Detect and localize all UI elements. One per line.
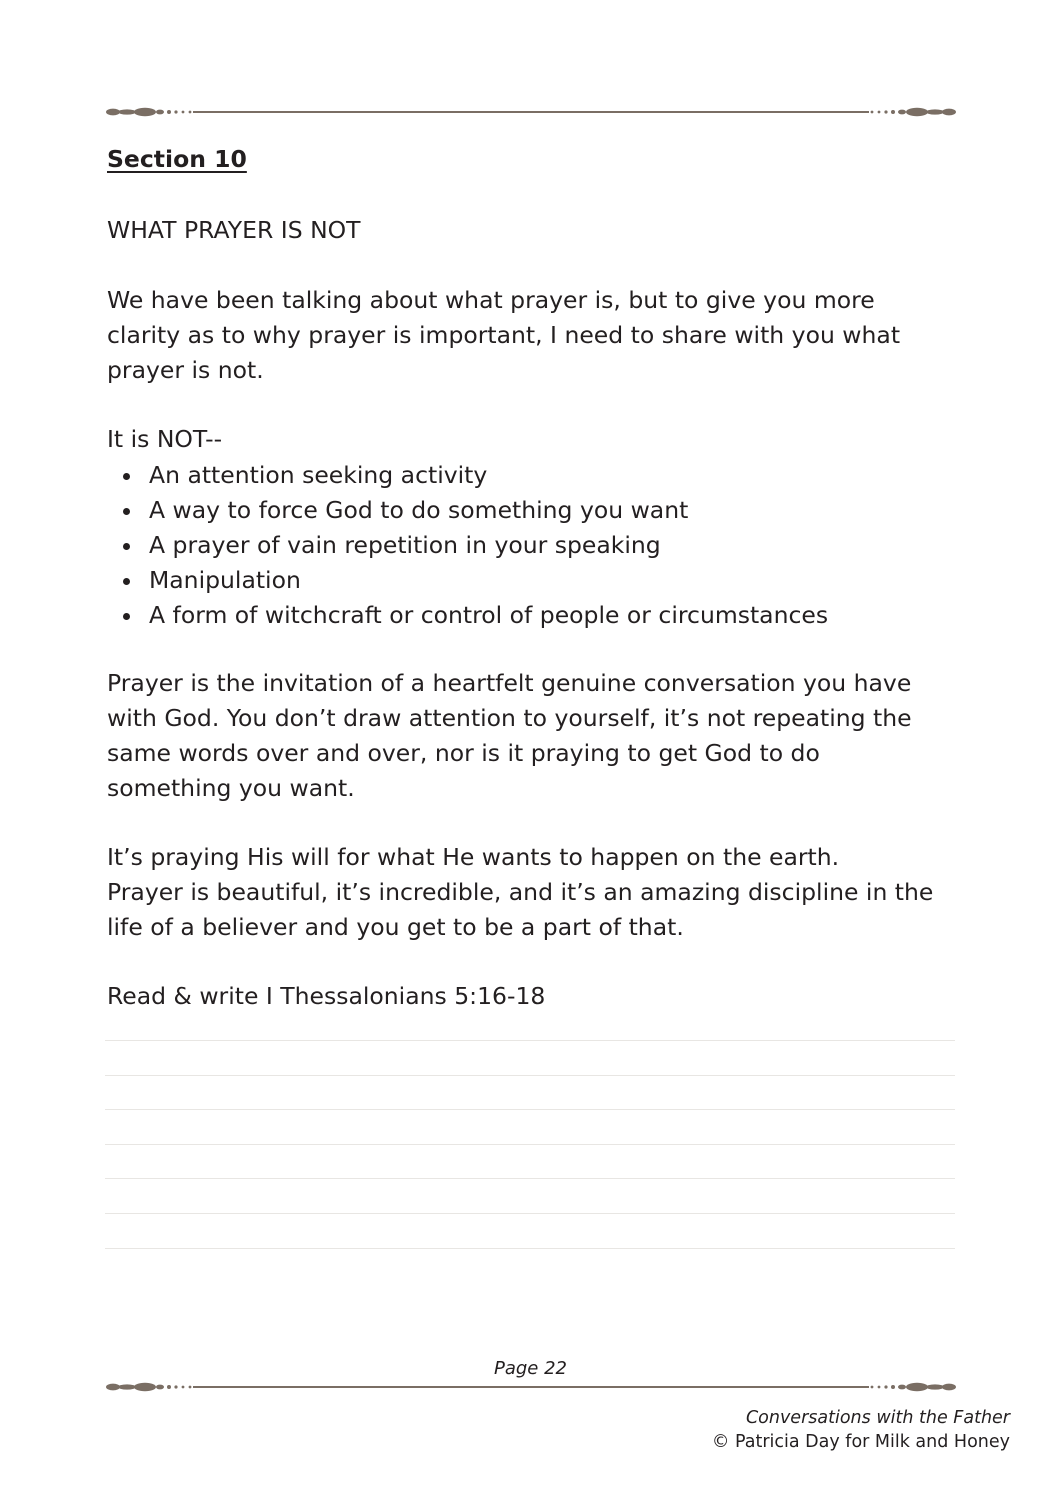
bullet-icon xyxy=(123,578,130,585)
paragraph-line: life of a believer and you get to be a part of that. xyxy=(107,913,684,941)
intro-line: prayer is not. xyxy=(107,356,264,384)
bullet-icon xyxy=(123,473,130,480)
list-item xyxy=(107,493,828,528)
paragraph-line: with God. You don’t draw attention to yourself, it’s not repeating the xyxy=(107,704,912,732)
prayer-definition-paragraph xyxy=(107,666,967,806)
not-list xyxy=(107,458,828,633)
paragraph-line: Prayer is beautiful, it’s incredible, and it’s an amazing discipline in the xyxy=(107,878,934,906)
list-item-text: A way to force God to do something you want xyxy=(149,496,689,524)
bullet-icon xyxy=(123,613,130,620)
bottom-ornament-divider xyxy=(105,1380,957,1394)
footer-copyright: © Patricia Day for Milk and Honey xyxy=(711,1432,1010,1452)
list-item-text: A prayer of vain repetition in your speaking xyxy=(149,531,661,559)
scripture-prompt: Read & write I Thessalonians 5:16-18 xyxy=(107,982,546,1010)
prayer-will-paragraph xyxy=(107,840,967,945)
paragraph-line: same words over and over, nor is it praying to get God to do xyxy=(107,739,820,767)
writing-line[interactable] xyxy=(105,1178,955,1213)
top-ornament-divider xyxy=(105,105,957,119)
page-number: Page 22 xyxy=(493,1358,567,1379)
section-heading: Section 10 xyxy=(107,145,247,173)
paragraph-line: It’s praying His will for what He wants to happen on the earth. xyxy=(107,843,840,871)
writing-line[interactable] xyxy=(105,1109,955,1144)
list-item xyxy=(107,563,828,598)
writing-line[interactable] xyxy=(105,1040,955,1075)
writing-line[interactable] xyxy=(105,1075,955,1110)
list-item xyxy=(107,528,828,563)
intro-line: clarity as to why prayer is important, I need to share with you what xyxy=(107,321,901,349)
page-title: WHAT PRAYER IS NOT xyxy=(107,216,361,244)
footer xyxy=(712,1406,1010,1454)
list-item xyxy=(107,458,828,493)
paragraph-line: Prayer is the invitation of a heartfelt genuine conversation you have xyxy=(107,669,912,697)
writing-line[interactable] xyxy=(105,1144,955,1179)
paragraph-line: something you want. xyxy=(107,774,355,802)
list-item xyxy=(107,598,828,633)
list-item-text: A form of witchcraft or control of people or circumstances xyxy=(149,601,829,629)
writing-line[interactable] xyxy=(105,1248,955,1283)
bullet-icon xyxy=(123,508,130,515)
writing-area[interactable] xyxy=(105,1040,955,1282)
list-item-text: Manipulation xyxy=(149,566,301,594)
footer-book-title: Conversations with the Father xyxy=(745,1408,1010,1428)
list-item-text: An attention seeking activity xyxy=(149,461,488,489)
intro-line: We have been talking about what prayer is, but to give you more xyxy=(107,286,875,314)
writing-line[interactable] xyxy=(105,1213,955,1248)
intro-paragraph xyxy=(107,283,967,388)
list-intro: It is NOT-- xyxy=(107,425,223,453)
bullet-icon xyxy=(123,543,130,550)
